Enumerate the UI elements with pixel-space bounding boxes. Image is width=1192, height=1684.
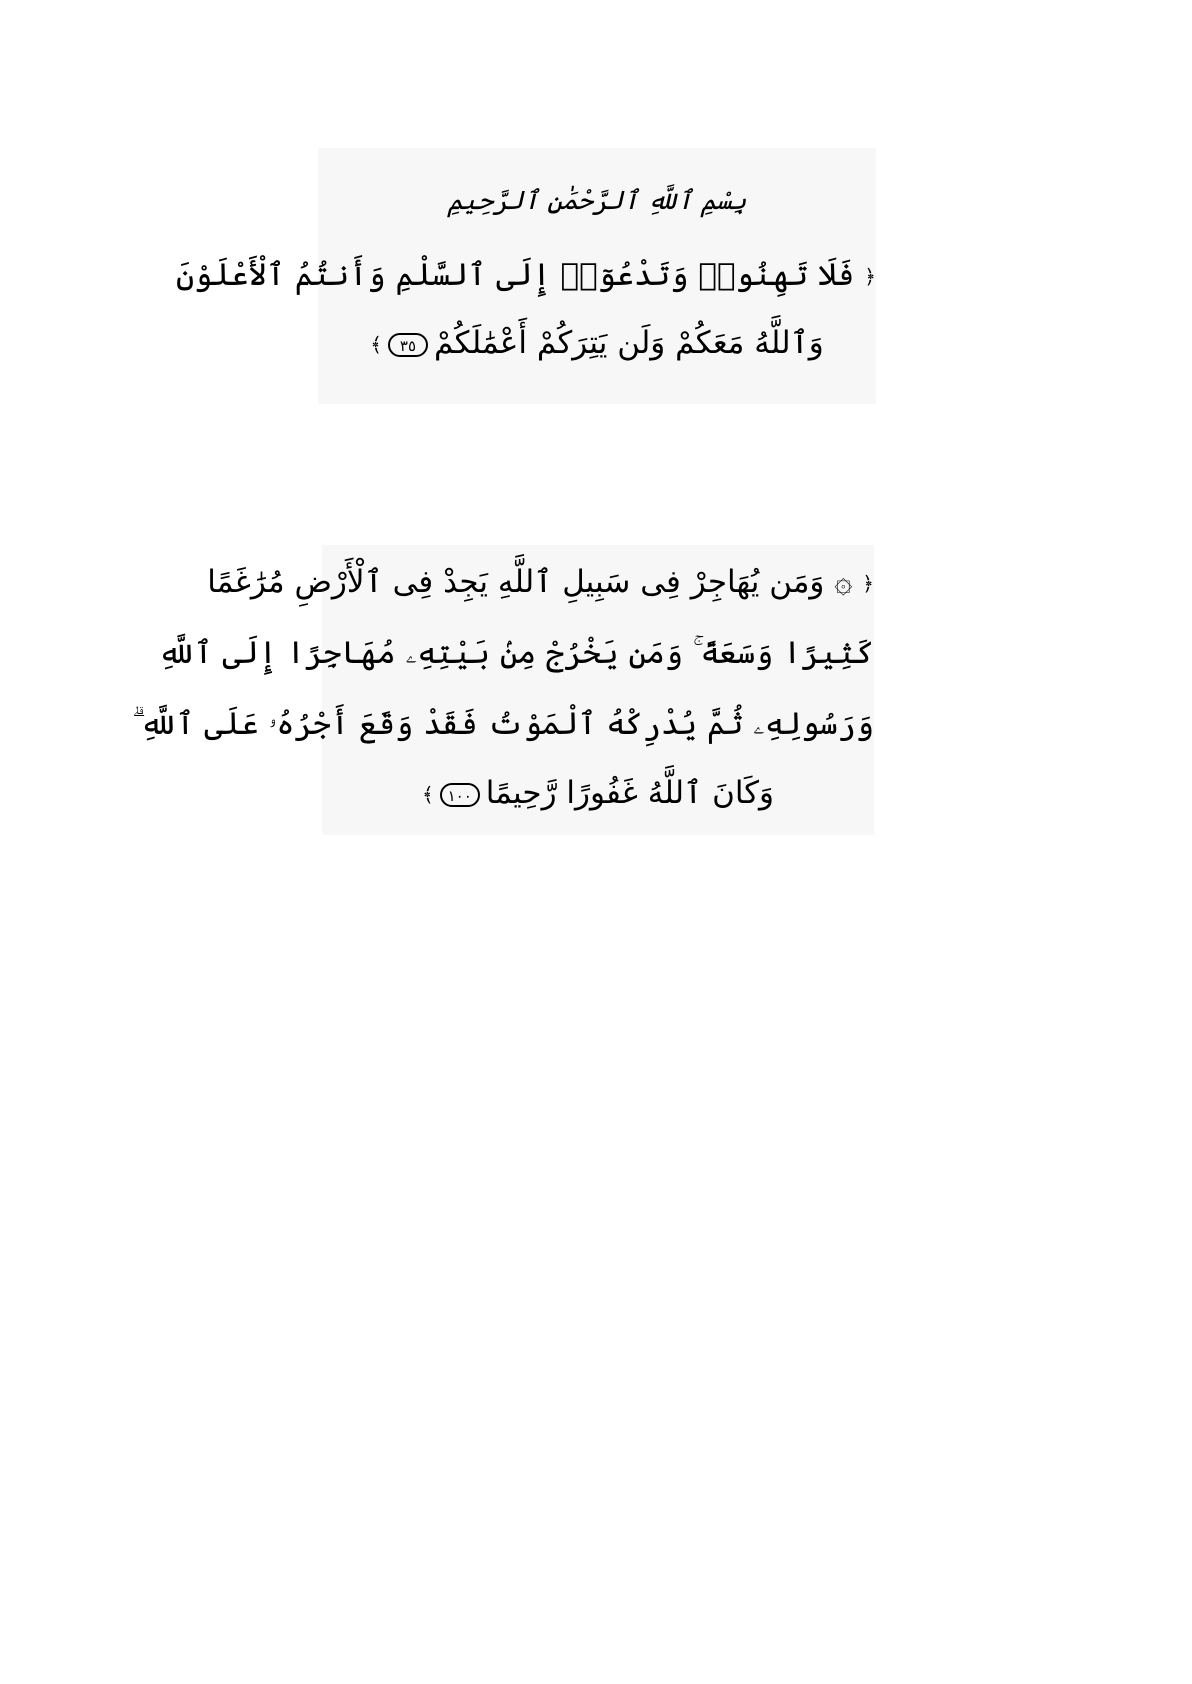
verse-2-line-3-text: وَرَسُولِهِۦ ثُمَّ يُدْرِكْهُ ٱلْمَوْتُ فَقَدْ وَقَعَ أَجْرُهُۥ عَلَى ٱللَّهِ ۗ <box>132 706 874 742</box>
verse-block-2 <box>132 545 874 835</box>
open-bracket-icon: ﴿ <box>864 264 876 289</box>
verse-2-line-1-text: ۞ وَمَن يُهَاجِرْ فِى سَبِيلِ ٱللَّهِ يَجِدْ فِى ٱلْأَرْضِ مُرَٰغَمًا <box>207 564 853 600</box>
verse-1-line-2-text: وَٱللَّهُ مَعَكُمْ وَلَن يَتِرَكُمْ أَعْمَٰلَكُمْ <box>433 325 824 361</box>
ayah-number-marker: ٣٥ <box>388 333 428 357</box>
verse-2-line-4-text: وَكَانَ ٱللَّهُ غَفُورًا رَّحِيمًا <box>485 775 775 811</box>
basmala-heading: بِسْمِ ٱللَّهِ ٱلرَّحْمَٰنِ ٱلرَّحِيمِ <box>447 186 747 216</box>
verse-2-line-3 <box>132 703 874 745</box>
verse-2-line-4 <box>322 772 874 816</box>
verse-2-line-2-text: كَثِيرًا وَسَعَةً ۚ وَمَن يَخْرُجْ مِنۢ بَيْتِهِۦ مُهَاجِرًا إِلَى ٱللَّهِ <box>158 635 874 671</box>
verse-1-line-1 <box>175 254 876 298</box>
verse-1-line-2 <box>318 322 876 366</box>
close-bracket-icon: ﴾ <box>421 782 434 807</box>
verse-1-line-1-text: فَلَا تَهِنُوا۟ وَتَدْعُوٓا۟ إِلَى ٱلسَّلْمِ وَأَنتُمُ ٱلْأَعْلَوْنَ <box>175 257 855 293</box>
verse-2-line-2 <box>158 632 874 674</box>
verse-2-line-1 <box>207 561 874 605</box>
close-bracket-icon: ﴾ <box>370 332 382 357</box>
ayah-number-marker: ١٠٠ <box>440 783 480 807</box>
verse-block-1 <box>175 148 876 404</box>
open-bracket-icon: ﴿ <box>862 571 874 596</box>
